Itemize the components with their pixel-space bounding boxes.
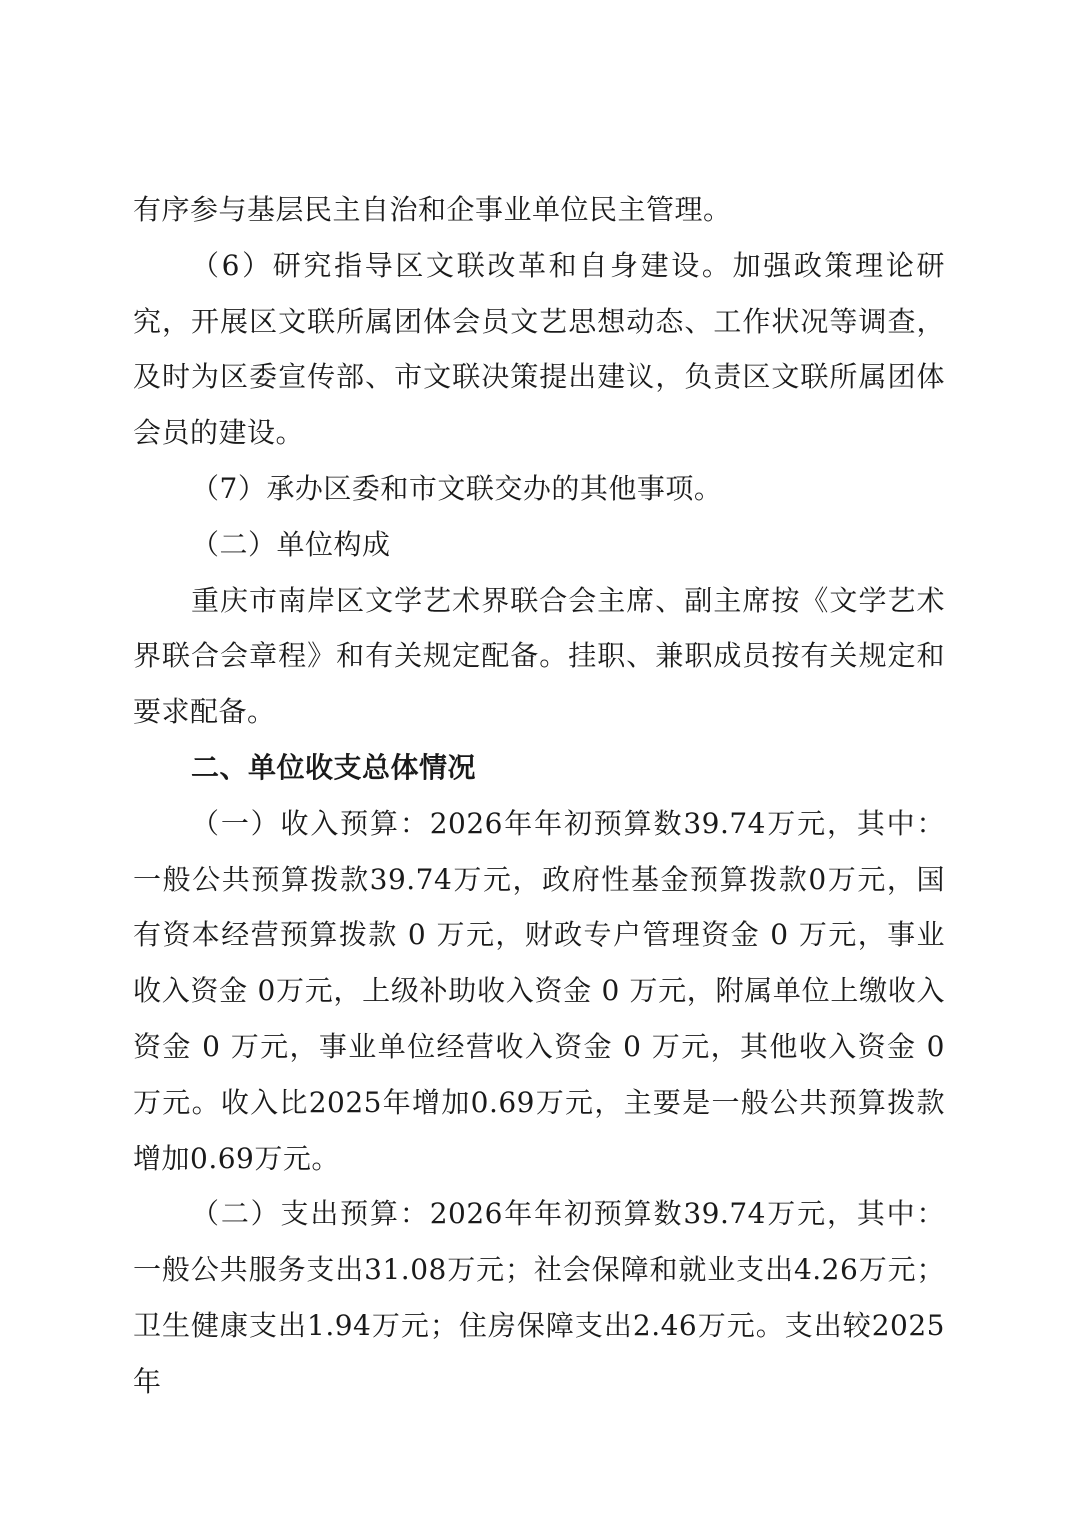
paragraph-item-6: （6）研究指导区文联改革和自身建设。加强政策理论研究，开展区文联所属团体会员文艺思想动态、工作状况等调查，及时为区委宣传部、市文联决策提出建议，负责区文联所属团体会员的建设。 [133,248,945,450]
paragraph-expense-budget: （二）支出预算：2026年年初预算数39.74万元，其中：一般公共服务支出31.08万元；社会保障和就业支出4.26万元；卫生健康支出1.94万元；住房保障支出2.46万元。支出较2025年 [133,1197,945,1398]
paragraph-item-7: （7）承办区委和市文联交办的其他事项。 [191,471,723,505]
paragraph-unit-composition: 重庆市南岸区文学艺术界联合会主席、副主席按《文学艺术界联合会章程》和有关规定配备。挂职、兼职成员按有关规定和要求配备。 [133,583,945,729]
paragraph-income-budget: （一）收入预算：2026年年初预算数39.74万元，其中：一般公共预算拨款39.74万元，政府性基金预算拨款0万元，国有资本经营预算拨款 0 万元，财政专户管理资金 0 万元，事业收入资金 0万元，上级补助收入资金 0 万元，附属单位上缴收入资金 0 万元，事业单位经营收入资金 0 万元，其他收入资金 0万元。收入比2025年增加0.69万元，主要是一般公共预算拨款增加0.69万元。 [133,806,945,1175]
subheading-unit-composition: （二）单位构成 [191,527,391,561]
document-body [133,182,945,1410]
section-heading-income-expense: 二、单位收支总体情况 [191,750,477,784]
paragraph-continuation: 有序参与基层民主自治和企事业单位民主管理。 [133,193,732,226]
